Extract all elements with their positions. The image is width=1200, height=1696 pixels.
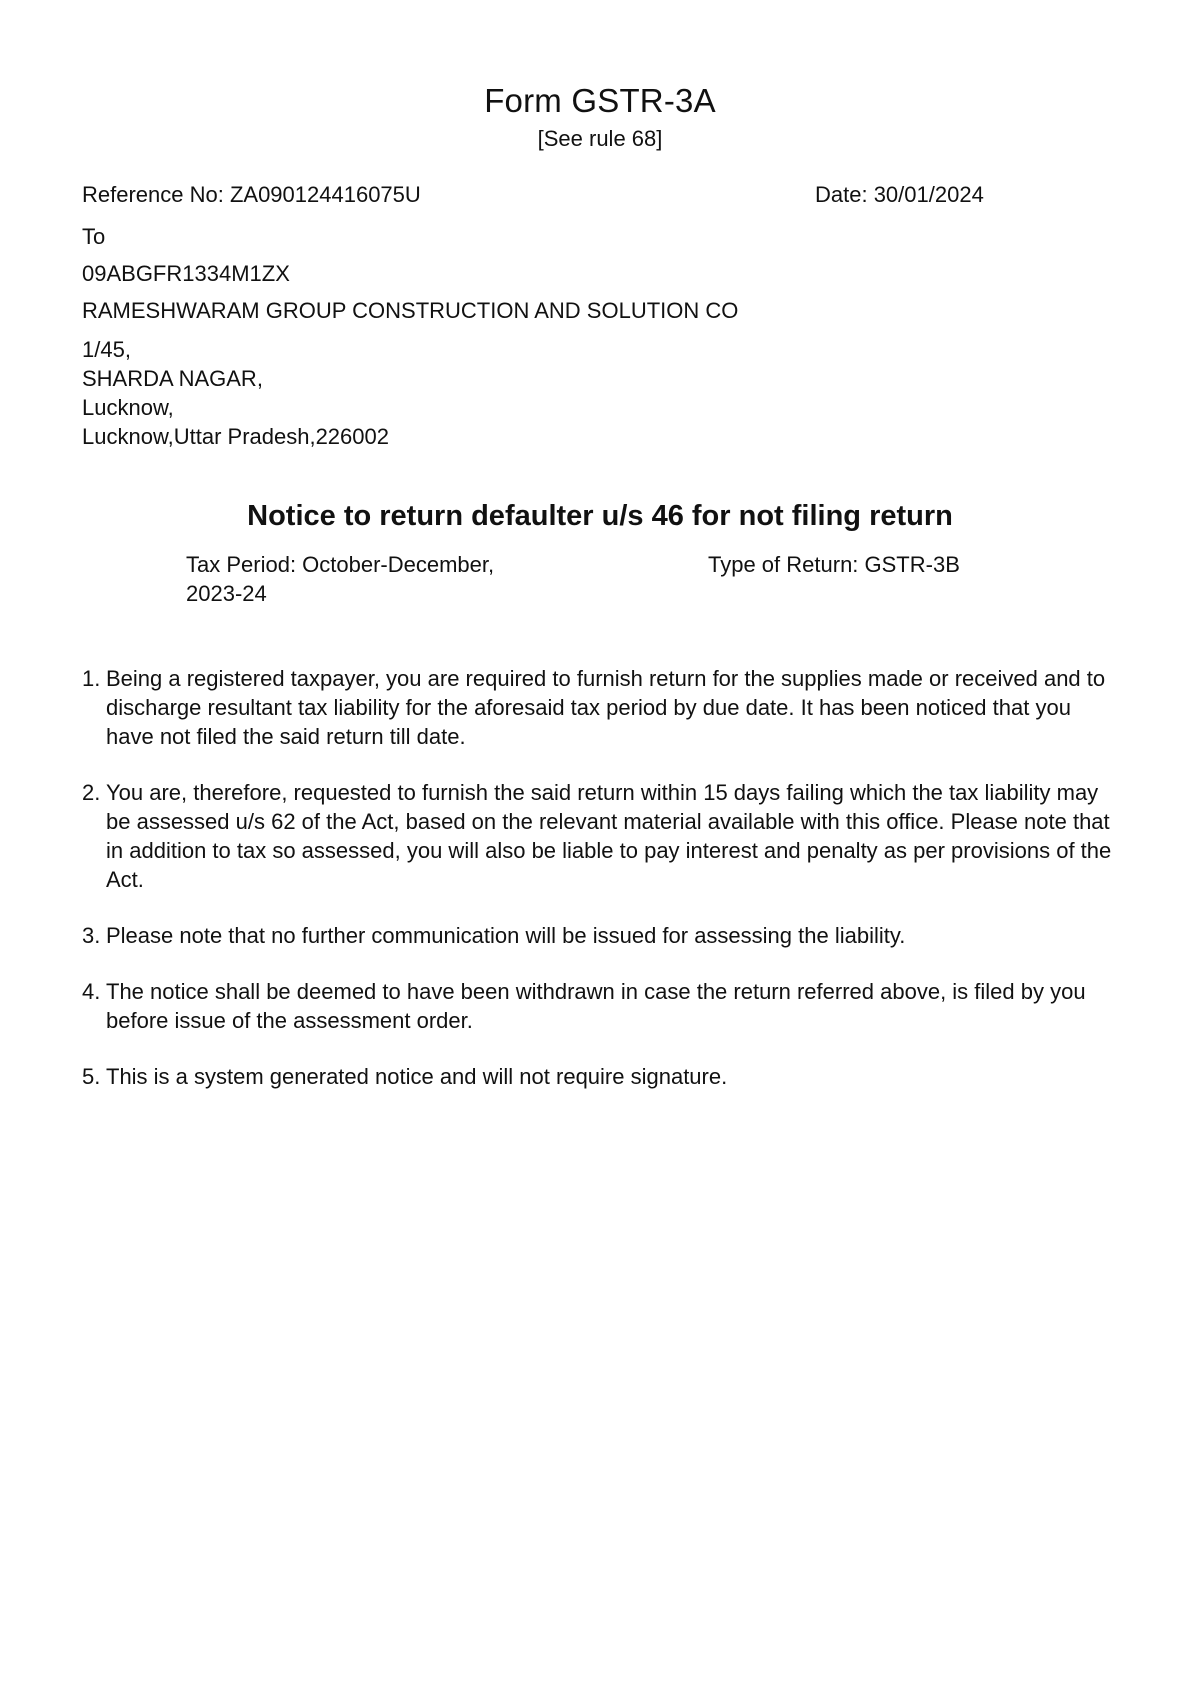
notice-points-list bbox=[82, 664, 1122, 1118]
reference-number: Reference No: ZA090124416075U bbox=[82, 182, 421, 207]
recipient-address bbox=[82, 335, 389, 451]
address-line: 1/45, bbox=[82, 337, 131, 362]
point-text: The notice shall be deemed to have been withdrawn in case the return referred above, is filed by you before issue of the assessment order. bbox=[106, 979, 1086, 1033]
list-item bbox=[82, 1062, 1122, 1091]
tax-period-line: Tax Period: October-December, bbox=[186, 552, 495, 577]
point-number: 4. bbox=[82, 979, 101, 1004]
point-number: 1. bbox=[82, 666, 101, 691]
point-text: This is a system generated notice and will not require signature. bbox=[106, 1064, 728, 1089]
tax-period bbox=[186, 550, 526, 608]
form-rule-reference: [See rule 68] bbox=[537, 126, 663, 151]
list-item bbox=[82, 778, 1122, 894]
notice-title: Notice to return defaulter u/s 46 for not filing return bbox=[247, 500, 953, 532]
list-item bbox=[82, 977, 1122, 1035]
address-line: Lucknow,Uttar Pradesh,226002 bbox=[82, 424, 389, 449]
list-item bbox=[82, 921, 1122, 950]
address-line: Lucknow, bbox=[82, 395, 174, 420]
point-text: Being a registered taxpayer, you are required to furnish return for the supplies made or received and to discharge resultant tax liability for the aforesaid tax period by due date. It has been noticed that you have not filed the said return till date. bbox=[106, 666, 1106, 749]
address-line: SHARDA NAGAR, bbox=[82, 366, 263, 391]
point-number: 2. bbox=[82, 780, 101, 805]
point-number: 3. bbox=[82, 923, 101, 948]
point-text: You are, therefore, requested to furnish the said return within 15 days failing which the tax liability may be assessed u/s 62 of the Act, based on the relevant material available with this office. Please note that in addition to tax so assessed, you will also be liable to pay interest and penalty as per provisions of the Act. bbox=[106, 780, 1112, 892]
recipient-name: RAMESHWARAM GROUP CONSTRUCTION AND SOLUTION CO bbox=[82, 298, 739, 323]
tax-period-year: 2023-24 bbox=[186, 581, 267, 606]
notice-date: Date: 30/01/2024 bbox=[815, 182, 984, 207]
recipient-gstin: 09ABGFR1334M1ZX bbox=[82, 261, 290, 286]
recipient-to: To bbox=[82, 224, 106, 249]
point-number: 5. bbox=[82, 1064, 101, 1089]
point-text: Please note that no further communication will be issued for assessing the liability. bbox=[106, 923, 906, 948]
form-title: Form GSTR-3A bbox=[484, 82, 716, 119]
return-type: Type of Return: GSTR-3B bbox=[708, 552, 960, 577]
list-item bbox=[82, 664, 1122, 751]
